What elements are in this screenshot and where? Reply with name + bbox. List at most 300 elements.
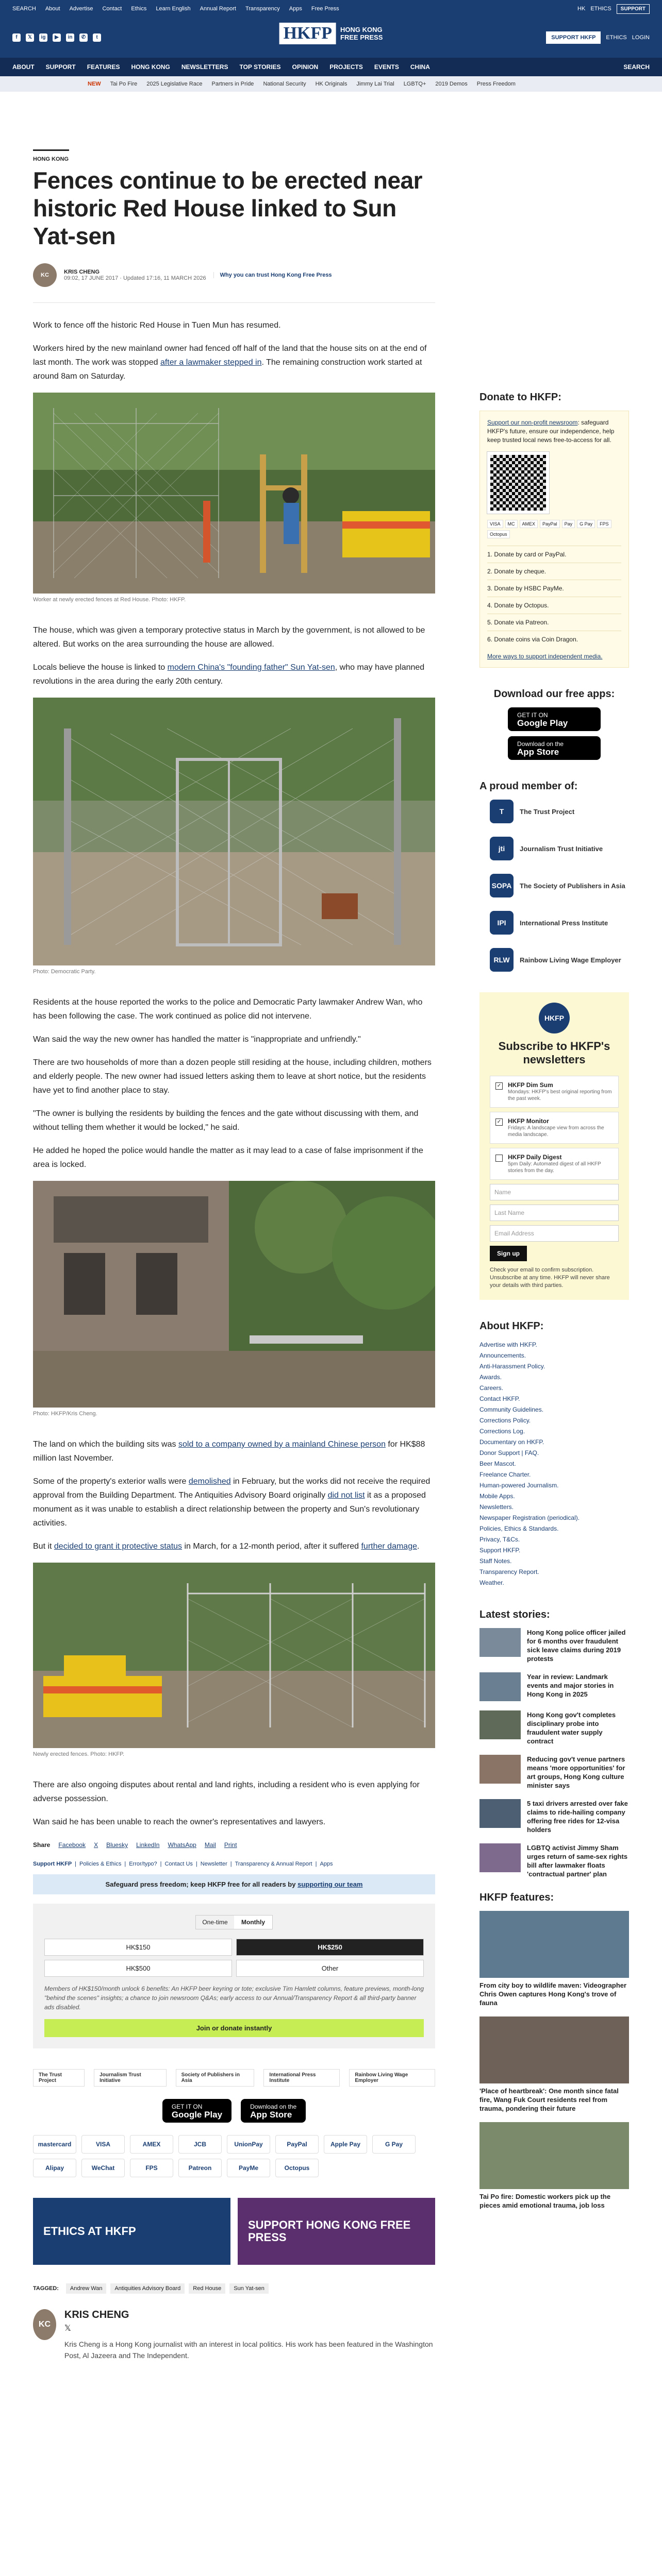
google-play-button[interactable] bbox=[508, 707, 601, 731]
nav-item[interactable]: NEWSLETTERS bbox=[181, 63, 228, 71]
about-link[interactable]: Newspaper Registration (periodical). bbox=[479, 1514, 580, 1521]
member-logo[interactable] bbox=[490, 911, 629, 935]
donate-option[interactable]: 3. Donate by HSBC PayMe. bbox=[487, 580, 621, 597]
frequency-toggle bbox=[195, 1915, 273, 1929]
donate-widget bbox=[33, 1904, 435, 2048]
support-hkfp-button[interactable]: SUPPORT HKFP bbox=[546, 31, 601, 44]
text: it as a proposed monument as it was unable to establish a direct relationship between the property and Sun's revolutionary activities. bbox=[33, 1491, 426, 1528]
separator: | bbox=[75, 1861, 77, 1867]
site-logo[interactable] bbox=[279, 23, 383, 44]
feature-item[interactable] bbox=[479, 2016, 629, 2113]
feature-title[interactable]: Tai Po fire: Domestic workers pick up the pieces amid emotional trauma, job loss bbox=[479, 2193, 611, 2209]
share-bluesky[interactable]: Bluesky bbox=[106, 1841, 128, 1849]
join-donate-button[interactable]: Join or donate instantly bbox=[44, 2019, 424, 2037]
more-ways-link[interactable]: More ways to support independent media. bbox=[487, 653, 603, 660]
story-item[interactable] bbox=[479, 1755, 629, 1790]
ticker-item[interactable]: LGBTQ+ bbox=[403, 81, 426, 87]
share-linkedin[interactable]: LinkedIn bbox=[136, 1841, 160, 1849]
story-item[interactable] bbox=[479, 1628, 629, 1663]
member-logo[interactable] bbox=[490, 837, 629, 860]
inline-link[interactable]: sold to a company owned by a mainland Chinese person bbox=[178, 1440, 386, 1449]
member-logo[interactable] bbox=[490, 800, 629, 823]
article-title: Fences continue to be erected near historic Red House linked to Sun Yat-sen bbox=[33, 167, 423, 249]
member-icon: SOPA bbox=[490, 874, 514, 897]
app-store-button[interactable] bbox=[508, 736, 601, 760]
trust-link[interactable]: Why you can trust Hong Kong Free Press bbox=[213, 272, 332, 278]
top-link[interactable]: About bbox=[45, 6, 60, 12]
member-logo[interactable] bbox=[490, 874, 629, 897]
sopa-logo[interactable]: Society of Publishers in Asia bbox=[176, 2069, 255, 2087]
ticker-item[interactable]: HK Originals bbox=[315, 81, 347, 87]
about-link[interactable]: Contact HKFP. bbox=[479, 1395, 520, 1402]
text: : safeguard HKFP's future, ensure our independence, help keep trusted local news free-to-access for all. bbox=[487, 419, 615, 444]
feature-item[interactable] bbox=[479, 2122, 629, 2210]
store-small: GET IT ON bbox=[171, 2103, 203, 2110]
tag[interactable]: Antiquities Advisory Board bbox=[110, 2283, 185, 2294]
about-link[interactable]: Weather. bbox=[479, 1579, 504, 1586]
checkbox-unchecked[interactable] bbox=[495, 1155, 503, 1162]
nav-item[interactable]: FEATURES bbox=[87, 63, 120, 71]
latest-stories bbox=[479, 1628, 629, 1878]
amount-option-selected[interactable]: HK$250 bbox=[236, 1939, 424, 1956]
about-link[interactable]: Corrections Log. bbox=[479, 1428, 525, 1435]
separator: | bbox=[315, 1861, 317, 1867]
about-link[interactable]: Policies, Ethics & Standards. bbox=[479, 1525, 559, 1532]
text: Workers hired by the new mainland owner had fenced off half of the land that the house sits on at the end of last month. The work was stopped bbox=[33, 344, 427, 367]
top-link[interactable]: Learn English bbox=[156, 6, 191, 12]
text: Some of the property's exterior walls were bbox=[33, 1477, 189, 1486]
checkbox-checked[interactable]: ✓ bbox=[495, 1118, 503, 1126]
amount-option[interactable]: HK$150 bbox=[44, 1939, 232, 1956]
tags-label: TAGGED: bbox=[33, 2285, 59, 2292]
paragraph: The house, which was given a temporary protective status in March by the government, is not allowed to be altered. But works on the area surrounding the house are allowed. bbox=[33, 626, 425, 649]
story-title[interactable]: Hong Kong gov't completes disciplinary probe into fraudulent water supply contract bbox=[527, 1711, 616, 1745]
tag-list bbox=[33, 2283, 435, 2294]
signup-button[interactable]: Sign up bbox=[490, 1246, 527, 1261]
story-thumbnail[interactable] bbox=[479, 1672, 521, 1701]
footer-link[interactable]: Policies & Ethics bbox=[79, 1861, 122, 1867]
app-store-button[interactable] bbox=[241, 2099, 306, 2123]
nav-item[interactable]: PROJECTS bbox=[329, 63, 363, 71]
story-title[interactable]: Year in review: Landmark events and major stories in Hong Kong in 2025 bbox=[527, 1673, 614, 1698]
youtube-icon[interactable]: ▶ bbox=[53, 33, 61, 42]
paragraph: Work to fence off the historic Red House in Tuen Mun has resumed. bbox=[33, 321, 281, 330]
about-link[interactable]: Anti-Harassment Policy. bbox=[479, 1363, 545, 1370]
paragraph bbox=[33, 1437, 435, 1465]
amount-options bbox=[44, 1939, 424, 1977]
octopus-icon: Octopus bbox=[275, 2159, 319, 2177]
separator: | bbox=[230, 1861, 232, 1867]
top-right-link[interactable]: ETHICS bbox=[590, 6, 611, 12]
about-link[interactable]: Advertise with HKFP. bbox=[479, 1341, 537, 1348]
share-whatsapp[interactable]: WhatsApp bbox=[168, 1841, 196, 1849]
story-thumbnail[interactable] bbox=[479, 1755, 521, 1784]
newsletter-title: Subscribe to HKFP's newsletters bbox=[498, 1040, 610, 1066]
donate-intro-link[interactable]: Support our non-profit newsroom bbox=[487, 419, 578, 426]
donate-pay-icons bbox=[487, 520, 621, 538]
about-link[interactable]: Transparency Report. bbox=[479, 1568, 539, 1575]
section-rule bbox=[33, 149, 69, 151]
divider bbox=[33, 302, 435, 303]
store-big: Google Play bbox=[171, 2110, 223, 2120]
story-title[interactable]: Hong Kong police officer jailed for 6 months over fraudulent sick leave claims during 2019 protests bbox=[527, 1629, 626, 1663]
feature-thumbnail[interactable] bbox=[479, 2016, 629, 2083]
story-item[interactable] bbox=[479, 1843, 629, 1878]
top-link[interactable]: Annual Report bbox=[200, 6, 236, 12]
tag[interactable]: Andrew Wan bbox=[66, 2283, 107, 2294]
x-icon[interactable]: 𝕏 bbox=[26, 33, 34, 42]
newsletter-logo: HKFP bbox=[539, 1003, 570, 1033]
text: . bbox=[417, 1542, 420, 1551]
paragraph bbox=[33, 342, 435, 383]
share-print[interactable]: Print bbox=[224, 1841, 237, 1849]
text: Locals believe the house is linked to bbox=[33, 663, 168, 672]
about-link[interactable]: Documentary on HKFP. bbox=[479, 1438, 544, 1446]
visa-icon: VISA bbox=[487, 520, 503, 528]
patreon-icon: Patreon bbox=[178, 2159, 222, 2177]
newsletter-option-desc: 5pm Daily: Automated digest of all HKFP stories from the day. bbox=[508, 1161, 601, 1174]
about-link[interactable]: Community Guidelines. bbox=[479, 1406, 544, 1413]
text: for HK$88 million last November. bbox=[33, 1440, 425, 1463]
amex-icon: AMEX bbox=[520, 520, 538, 528]
apple-pay-icon: Pay bbox=[562, 520, 575, 528]
membership-note: Members of HK$150/month unlock 6 benefits: An HKFP beer keyring or tote; exclusive Tim Hamlett columns, feature previews, month-long "behind the scenes" insights; a chance to join newsroom Q&As; early access to our Annual/Transparency Report & all third-party banner ads disabled. bbox=[44, 1985, 424, 2011]
newsletter-fine-print: Check your email to confirm subscription. Unsubscribe at any time. HKFP will never share your details with third parties. bbox=[490, 1267, 610, 1289]
feature-title[interactable]: From city boy to wildlife maven: Videographer Chris Owen captures Hong Kong's trove of fauna bbox=[479, 1981, 627, 2007]
donate-heading: Donate to HKFP: bbox=[479, 392, 561, 403]
nav-item[interactable]: ABOUT bbox=[12, 63, 35, 71]
member-icon: IPI bbox=[490, 911, 514, 935]
share-label: Share bbox=[33, 1841, 51, 1849]
gate-photo-illustration bbox=[33, 698, 435, 965]
inline-link[interactable]: after a lawmaker stepped in bbox=[160, 358, 262, 367]
unionpay-icon: UnionPay bbox=[227, 2135, 270, 2154]
about-link[interactable]: Beer Mascot. bbox=[479, 1460, 516, 1467]
article-photo bbox=[33, 698, 435, 965]
top-link[interactable]: Advertise bbox=[69, 6, 93, 12]
house-photo-illustration bbox=[33, 1181, 435, 1408]
top-link[interactable]: SEARCH bbox=[12, 6, 36, 12]
ethics-link[interactable]: ETHICS bbox=[606, 35, 627, 41]
member-logo[interactable] bbox=[490, 948, 629, 972]
member-heading: A proud member of: bbox=[479, 781, 578, 792]
sidebar bbox=[479, 392, 629, 2219]
facebook-icon[interactable]: f bbox=[12, 33, 21, 42]
tag[interactable]: Red House bbox=[189, 2283, 225, 2294]
amex-icon: AMEX bbox=[130, 2135, 173, 2154]
footer-link[interactable]: Error/typo? bbox=[129, 1861, 157, 1867]
google-pay-icon: G Pay bbox=[577, 520, 595, 528]
top-link[interactable]: Apps bbox=[289, 6, 302, 12]
donate-option[interactable]: 4. Donate by Octopus. bbox=[487, 597, 621, 614]
wechat-icon: WeChat bbox=[81, 2159, 125, 2177]
photo-caption: Newly erected fences. Photo: HKFP. bbox=[33, 1751, 125, 1757]
story-thumbnail[interactable] bbox=[479, 1843, 521, 1872]
author-box-name[interactable]: KRIS CHENG bbox=[64, 2309, 129, 2320]
topic-ticker bbox=[0, 76, 662, 92]
photo-caption: Photo: Democratic Party. bbox=[33, 969, 96, 975]
text: . The remaining construction work started at around 8am on Saturday. bbox=[33, 358, 422, 381]
text: , who may have planned revolutions in the area during the early 20th century. bbox=[33, 663, 425, 686]
member-icon: RLW bbox=[490, 948, 514, 972]
newsletter-option-desc: Fridays: A landscape view from across the media landscape. bbox=[508, 1125, 604, 1138]
last-name-input[interactable]: Last Name bbox=[490, 1205, 619, 1221]
paragraph: He added he hoped the police would handle the matter as it may lead to a case of false imprisonment if the area is locked. bbox=[33, 1146, 423, 1169]
partner-logos bbox=[33, 2069, 435, 2087]
about-link[interactable]: Staff Notes. bbox=[479, 1557, 512, 1565]
about-links bbox=[479, 1340, 629, 1588]
member-name: Rainbow Living Wage Employer bbox=[520, 956, 621, 964]
footer-link[interactable]: Newsletter bbox=[200, 1861, 227, 1867]
photo-caption: Photo: HKFP/Kris Cheng. bbox=[33, 1411, 97, 1417]
about-heading: About HKFP: bbox=[479, 1320, 544, 1332]
story-title[interactable]: 5 taxi drivers arrested over fake claims to ride-hailing company offering free rides for 12-visa holders bbox=[527, 1800, 628, 1834]
inline-link[interactable]: decided to grant it protective status bbox=[54, 1542, 183, 1551]
jcb-icon: JCB bbox=[178, 2135, 222, 2154]
feature-stories bbox=[479, 1911, 629, 2210]
ticker-item[interactable]: National Security bbox=[263, 81, 306, 87]
nav-item[interactable]: EVENTS bbox=[374, 63, 399, 71]
mastercard-icon: mastercard bbox=[33, 2135, 76, 2154]
author-bio: Kris Cheng is a Hong Kong journalist with an interest in local politics. His work has been featured in the Washington Post, Al Jazeera and The Independent. bbox=[64, 2340, 433, 2360]
safeguard-link[interactable]: supporting our team bbox=[297, 1880, 363, 1888]
telegram-icon[interactable]: t bbox=[93, 33, 101, 42]
story-thumbnail[interactable] bbox=[479, 1710, 521, 1739]
feature-thumbnail[interactable] bbox=[479, 1911, 629, 1978]
about-link[interactable]: Mobile Apps. bbox=[479, 1493, 515, 1500]
separator: | bbox=[195, 1861, 197, 1867]
footer-link[interactable]: Transparency & Annual Report bbox=[235, 1861, 312, 1867]
newsletter-option-title: HKFP Dim Sum bbox=[508, 1081, 553, 1089]
text: in March, for a 12-month period, after it suffered bbox=[182, 1542, 361, 1551]
author-box-avatar[interactable]: KC bbox=[33, 2309, 56, 2340]
separator: | bbox=[160, 1861, 162, 1867]
fence-photo-illustration bbox=[33, 393, 435, 594]
social-icons bbox=[12, 33, 101, 42]
feature-item[interactable] bbox=[479, 1911, 629, 2007]
paragraph: Residents at the house reported the works to the police and Democratic Party lawmaker Andrew Wan, who has been following the case. The work continued as police did not intervene. bbox=[33, 998, 423, 1021]
story-thumbnail[interactable] bbox=[479, 1799, 521, 1828]
fps-icon: FPS bbox=[130, 2159, 173, 2177]
inline-link[interactable]: modern China's "founding father" Sun Yat-sen bbox=[167, 663, 335, 672]
inline-link[interactable]: further damage bbox=[361, 1542, 417, 1551]
sidebar-app-buttons bbox=[479, 707, 629, 760]
paragraph: Wan said the way the new owner has handled the matter is "inappropriate and unfriendly." bbox=[33, 1035, 361, 1044]
paypal-icon: PayPal bbox=[275, 2135, 319, 2154]
name-input[interactable]: Name bbox=[490, 1184, 619, 1200]
amount-option[interactable]: HK$500 bbox=[44, 1960, 232, 1977]
top-right-link[interactable]: HK bbox=[577, 6, 586, 12]
visa-icon: VISA bbox=[81, 2135, 125, 2154]
top-support-button[interactable]: SUPPORT bbox=[617, 4, 650, 14]
member-icon: T bbox=[490, 800, 514, 823]
story-item[interactable] bbox=[479, 1672, 629, 1701]
about-link[interactable]: Announcements. bbox=[479, 1352, 526, 1359]
author-name[interactable]: KRIS CHENG bbox=[64, 269, 100, 275]
fences-photo-illustration bbox=[33, 1563, 435, 1748]
amount-option[interactable]: Other bbox=[236, 1960, 424, 1977]
newsletter-option[interactable] bbox=[490, 1076, 619, 1108]
whatsapp-icon[interactable]: ✆ bbox=[79, 33, 88, 42]
article-photo bbox=[33, 1181, 435, 1408]
paragraph: There are two households of more than a dozen people still residing at the house, including children, mothers and elderly people. The new owner had issued letters asking them to leave at short notice, but the residents have yet to find another place to stay. bbox=[33, 1058, 432, 1095]
share-facebook[interactable]: Facebook bbox=[58, 1841, 86, 1849]
google-pay-icon: G Pay bbox=[372, 2135, 416, 2154]
donate-option[interactable]: 2. Donate by cheque. bbox=[487, 563, 621, 580]
article bbox=[33, 149, 435, 2361]
inline-link[interactable]: demolished bbox=[188, 1477, 231, 1486]
safeguard-text: Safeguard press freedom; keep HKFP free for all readers by bbox=[105, 1880, 298, 1888]
google-play-button[interactable] bbox=[162, 2099, 231, 2123]
linkedin-icon[interactable]: in bbox=[66, 33, 74, 42]
byline bbox=[33, 263, 435, 287]
story-thumbnail[interactable] bbox=[479, 1628, 521, 1657]
top-link[interactable]: Ethics bbox=[131, 6, 147, 12]
paragraph bbox=[33, 1475, 435, 1530]
features-heading: HKFP features: bbox=[479, 1892, 554, 1903]
author-box bbox=[33, 2309, 435, 2361]
member-name: International Press Institute bbox=[520, 919, 608, 927]
jti-logo[interactable]: Journalism Trust Initiative bbox=[94, 2069, 166, 2087]
rainbow-logo[interactable]: Rainbow Living Wage Employer bbox=[349, 2069, 435, 2087]
ticker-item[interactable]: Jimmy Lai Trial bbox=[356, 81, 394, 87]
top-link[interactable]: Transparency bbox=[245, 6, 280, 12]
story-item[interactable] bbox=[479, 1799, 629, 1834]
member-name: Journalism Trust Initiative bbox=[520, 844, 603, 853]
member-name: The Society of Publishers in Asia bbox=[520, 882, 625, 890]
share-x[interactable]: X bbox=[94, 1841, 98, 1849]
donate-intro bbox=[487, 418, 621, 445]
ipi-logo[interactable]: International Press Institute bbox=[263, 2069, 340, 2087]
newsletter-option[interactable] bbox=[490, 1112, 619, 1144]
donate-option[interactable]: 6. Donate coins via Coin Dragon. bbox=[487, 631, 621, 648]
logo-name bbox=[340, 26, 383, 41]
ticker-item[interactable]: Partners in Pride bbox=[211, 81, 254, 87]
ticker-item[interactable]: Press Freedom bbox=[476, 81, 516, 87]
ethics-banner[interactable]: ETHICS AT HKFP bbox=[33, 2198, 230, 2265]
story-title[interactable]: LGBTQ activist Jimmy Sham urges return of same-sex rights bill after lawmaker floats 'contractual partner' plan bbox=[527, 1844, 628, 1878]
member-icon: jti bbox=[490, 837, 514, 860]
freq-monthly[interactable]: Monthly bbox=[234, 1916, 272, 1929]
nav-item[interactable]: OPINION bbox=[292, 63, 319, 71]
share-bar bbox=[33, 1841, 435, 1849]
about-link[interactable]: Careers. bbox=[479, 1384, 504, 1392]
paragraph: Wan said he has been unable to reach the owner's representatives and lawyers. bbox=[33, 1818, 326, 1826]
article-photo bbox=[33, 393, 435, 594]
donate-sidebar-box bbox=[479, 411, 629, 668]
feature-title[interactable]: 'Place of heartbreak': One month since fatal fire, Wang Fuk Court residents reel from trauma, pondering their future bbox=[479, 2087, 619, 2112]
newsletter-option-desc: Mondays: HKFP's best original reporting from the past week. bbox=[508, 1089, 612, 1101]
share-mail[interactable]: Mail bbox=[204, 1841, 216, 1849]
about-link[interactable]: Donor Support | FAQ. bbox=[479, 1449, 539, 1456]
main-nav bbox=[0, 58, 662, 76]
safeguard-banner bbox=[33, 1874, 435, 1894]
footer-link[interactable]: Apps bbox=[320, 1861, 333, 1867]
logo-line-1: HONG KONG bbox=[340, 26, 383, 33]
store-big: App Store bbox=[250, 2110, 292, 2120]
donate-option[interactable]: 1. Donate by card or PayPal. bbox=[487, 546, 621, 563]
newsletter-option-title: HKFP Daily Digest bbox=[508, 1154, 562, 1161]
newsletter-option[interactable] bbox=[490, 1148, 619, 1180]
about-link[interactable]: Support HKFP. bbox=[479, 1547, 521, 1554]
tag[interactable]: Sun Yat-sen bbox=[229, 2283, 269, 2294]
newsletter-option-title: HKFP Monitor bbox=[508, 1117, 549, 1125]
instagram-icon[interactable]: ig bbox=[39, 33, 47, 42]
ticker-item[interactable]: 2019 Demos bbox=[435, 81, 468, 87]
email-input[interactable]: Email Address bbox=[490, 1225, 619, 1242]
about-link[interactable]: Freelance Charter. bbox=[479, 1471, 531, 1478]
nav-search[interactable]: SEARCH bbox=[623, 63, 650, 71]
paragraph: There are also ongoing disputes about rental and land rights, including a resident who is even applying for adverse possession. bbox=[33, 1781, 420, 1803]
about-link[interactable]: Corrections Policy. bbox=[479, 1417, 531, 1424]
feature-thumbnail[interactable] bbox=[479, 2122, 629, 2189]
top-link[interactable]: Contact bbox=[102, 6, 122, 12]
store-small: GET IT ON bbox=[517, 711, 548, 719]
about-link[interactable]: Newsletters. bbox=[479, 1503, 514, 1511]
store-big: App Store bbox=[517, 747, 559, 757]
article-photo bbox=[33, 1563, 435, 1748]
paypal-icon: PayPal bbox=[540, 520, 560, 528]
nav-item[interactable]: SUPPORT bbox=[45, 63, 76, 71]
about-link[interactable]: Awards. bbox=[479, 1374, 502, 1381]
login-link[interactable]: LOGIN bbox=[632, 35, 650, 41]
freq-one-time[interactable]: One-time bbox=[202, 1919, 228, 1926]
octopus-icon: Octopus bbox=[487, 530, 510, 538]
paragraph: "The owner is bullying the residents by building the fences and the gate without discussing with them, and without telling them whether it would be locked," he said. bbox=[33, 1109, 419, 1132]
footer-links bbox=[33, 1861, 435, 1867]
donate-option[interactable]: 5. Donate via Patreon. bbox=[487, 614, 621, 631]
support-banner[interactable]: SUPPORT HONG KONG FREE PRESS bbox=[238, 2198, 435, 2265]
fps-icon: FPS bbox=[597, 520, 611, 528]
inline-link[interactable]: did not list bbox=[327, 1491, 365, 1500]
member-logos bbox=[479, 800, 629, 972]
text: But it bbox=[33, 1542, 54, 1551]
paragraph bbox=[33, 660, 435, 688]
top-link[interactable]: Free Press bbox=[311, 6, 339, 12]
footer-link[interactable]: Contact Us bbox=[164, 1861, 193, 1867]
promo-banners bbox=[33, 2198, 435, 2265]
store-small: Download on the bbox=[517, 740, 564, 748]
separator: | bbox=[124, 1861, 126, 1867]
store-big: Google Play bbox=[517, 718, 568, 728]
ticker-new-label: NEW bbox=[88, 81, 101, 87]
logo-line-2: FREE PRESS bbox=[340, 33, 383, 41]
nav-item[interactable]: HONG KONG bbox=[131, 63, 170, 71]
x-icon[interactable]: 𝕏 bbox=[64, 2324, 71, 2333]
story-item[interactable] bbox=[479, 1710, 629, 1745]
qr-code[interactable] bbox=[487, 452, 549, 514]
app-store-buttons bbox=[33, 2099, 435, 2123]
section-tag[interactable]: HONG KONG bbox=[33, 156, 69, 162]
checkbox-checked[interactable]: ✓ bbox=[495, 1082, 503, 1090]
about-link[interactable]: Human-powered Journalism. bbox=[479, 1482, 559, 1489]
author-avatar[interactable]: KC bbox=[33, 263, 57, 287]
nav-item[interactable]: TOP STORIES bbox=[239, 63, 281, 71]
about-link[interactable]: Privacy, T&Cs. bbox=[479, 1536, 520, 1543]
text: The land on which the building sits was bbox=[33, 1440, 178, 1449]
store-small: Download on the bbox=[250, 2103, 297, 2110]
text: in February, but the works did not receive the required approval from the Building Department. The Antiquities Advisory Board originally bbox=[33, 1477, 431, 1500]
ticker-item[interactable]: 2025 Legislative Race bbox=[146, 81, 203, 87]
nav-item[interactable]: CHINA bbox=[410, 63, 430, 71]
trust-project-logo[interactable]: The Trust Project bbox=[33, 2069, 85, 2087]
ticker-item[interactable]: Tai Po Fire bbox=[110, 81, 138, 87]
footer-link[interactable]: Support HKFP bbox=[33, 1861, 72, 1867]
story-title[interactable]: Reducing gov't venue partners means 'more opportunities' for art groups, Hong Kong culture minister says bbox=[527, 1755, 625, 1789]
payme-icon: PayMe bbox=[227, 2159, 270, 2177]
apps-heading: Download our free apps: bbox=[493, 688, 615, 700]
alipay-icon: Alipay bbox=[33, 2159, 76, 2177]
